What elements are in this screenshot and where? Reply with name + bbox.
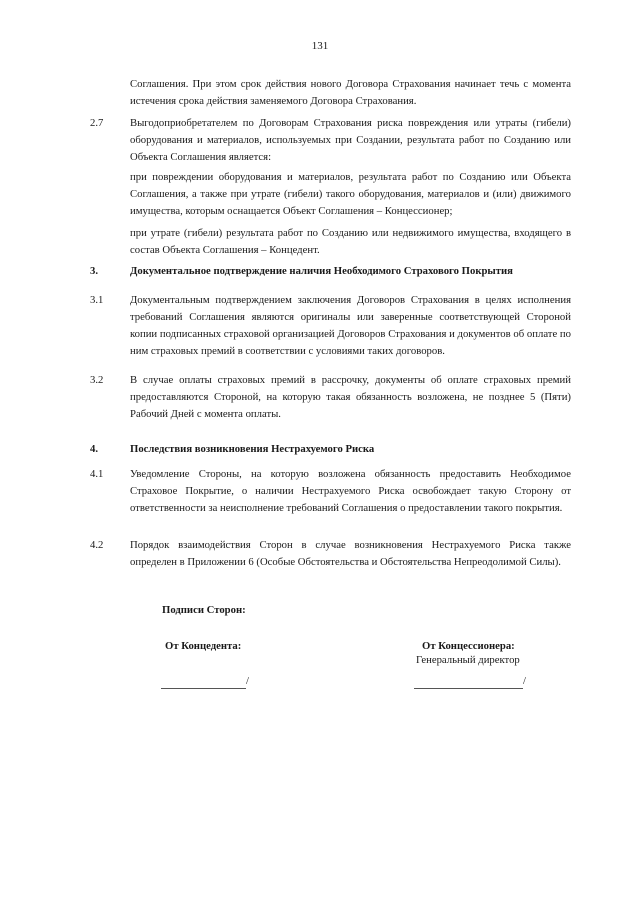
item-4-1-text: Уведомление Стороны, на которую возложена обязанность предоставить Необходимое Страховое Покрытие, о наличии Нестрахуемого Риска освобождает такую Сторону от ответственности за неисполнение требований Соглашения о предоставлении такого покрытия.	[130, 468, 571, 514]
continuation-paragraph: Соглашения. При этом срок действия нового Договора Страхования начинает течь с момента истечения срока действия заменяемого Договора Страхования.	[130, 78, 571, 107]
grantor-signature-slash: /	[246, 675, 249, 687]
item-3-2-text: В случае оплаты страховых премий в рассрочку, документы об оплате страховых премий предоставляются Стороной, на которую такая обязанность возложена, не позднее 5 (Пяти) Рабочий Дней с момента оплаты.	[130, 374, 571, 420]
page-number: 131	[311, 40, 329, 52]
grantor-party-label: От Концедента:	[165, 640, 242, 652]
item-4-1-number: 4.1	[90, 468, 104, 480]
item-3-1-number: 3.1	[90, 294, 104, 306]
concessionaire-party-label: От Концессионера:	[422, 640, 515, 652]
signatures-heading: Подписи Сторон:	[162, 604, 246, 616]
section-3-title: Документальное подтверждение наличия Необходимого Страхового Покрытия	[130, 265, 513, 277]
concessionaire-signatory-title: Генеральный директор	[416, 654, 520, 666]
grantor-signature-line	[161, 688, 246, 689]
item-4-2-text: Порядок взаимодействия Сторон в случае возникновения Нестрахуемого Риска также определен в Приложении 6 (Особые Обстоятельства и Обстоятельства Непреодолимой Силы).	[130, 539, 571, 568]
section-3-number: 3.	[90, 265, 99, 277]
item-4-2-number: 4.2	[90, 539, 104, 551]
item-3-2-number: 3.2	[90, 374, 104, 386]
item-2-7-number: 2.7	[90, 117, 104, 129]
item-2-7-subparagraph-2: при утрате (гибели) результата работ по Созданию или недвижимого имущества, входящего в состав Объекта Соглашения – Концедент.	[130, 227, 571, 256]
item-2-7-subparagraph-1: при повреждении оборудования и материалов, результата работ по Созданию или Объекта Соглашения, а также при утрате (гибели) такого оборудования, материалов и (или) движимого имущества, которым оснащается Объект Соглашения – Концессионер;	[130, 171, 571, 217]
concessionaire-signature-slash: /	[523, 675, 526, 687]
item-2-7-text: Выгодоприобретателем по Договорам Страхования риска повреждения или утраты (гибели) оборудования и материалов, используемых при Создании, результата работ по Созданию или Объекта Соглашения является:	[130, 117, 571, 163]
section-4-number: 4.	[90, 443, 99, 455]
item-3-1-text: Документальным подтверждением заключения Договоров Страхования в целях исполнения требований Соглашения являются оригиналы или заверенные соответствующей Стороной копии подписанных страховой организацией Договоров Страхования и документов об оплате по ним страховых премий в соответствии с условиями таких договоров.	[130, 294, 571, 357]
concessionaire-signature-line	[414, 688, 523, 689]
section-4-title: Последствия возникновения Нестрахуемого Риска	[130, 443, 375, 455]
